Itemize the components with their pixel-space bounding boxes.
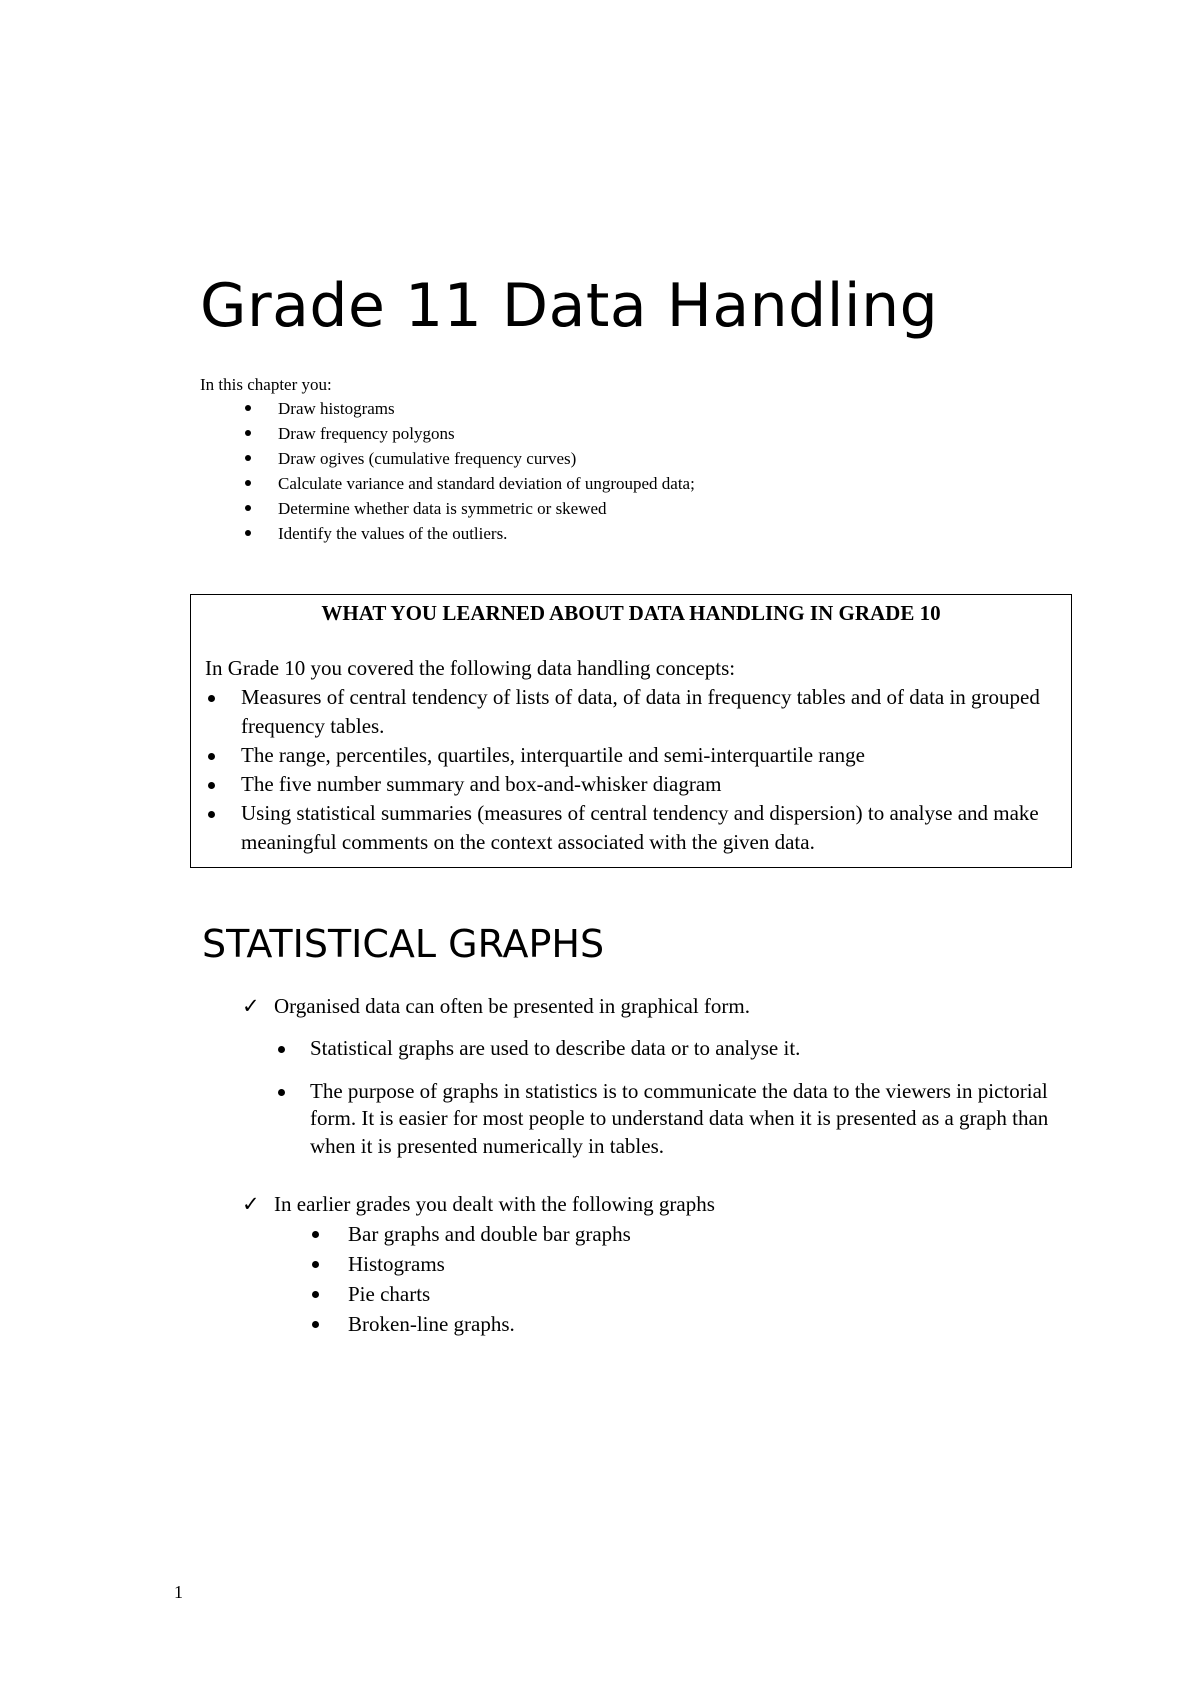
check-point-text: Organised data can often be presented in graphical form. [274, 994, 751, 1018]
sub-point-item: The purpose of graphs in statistics is to communicate the data to the viewers in pictorial form. It is easier for most people to understand data when it is presented as a graph than when it is presented numerically in tables. [278, 1078, 1078, 1161]
objective-item: Identify the values of the outliers. [200, 521, 695, 546]
objective-item: Draw frequency polygons [200, 421, 695, 446]
chapter-intro: In this chapter you: [200, 375, 332, 394]
objective-item: Draw histograms [200, 396, 695, 421]
statistical-graphs-points [278, 1035, 1078, 1175]
graph-type-item: Broken-line graphs. [312, 1309, 631, 1339]
recap-intro: In Grade 10 you covered the following data handling concepts: [205, 656, 736, 680]
recap-item: The five number summary and box-and-whisker diagram [205, 770, 1057, 799]
checkmark-icon: ✓ [242, 994, 260, 1018]
objective-item: Calculate variance and standard deviation of ungrouped data; [200, 471, 695, 496]
checkmark-icon: ✓ [242, 1192, 260, 1216]
graph-type-item: Pie charts [312, 1279, 631, 1309]
grade10-recap-box [190, 594, 1072, 868]
recap-heading: WHAT YOU LEARNED ABOUT DATA HANDLING IN GRADE 10 [321, 601, 941, 625]
page-number: 1 [174, 1582, 183, 1602]
objective-item: Draw ogives (cumulative frequency curves) [200, 446, 695, 471]
check-point-text: In earlier grades you dealt with the following graphs [274, 1192, 715, 1216]
sub-point-item: Statistical graphs are used to describe data or to analyse it. [278, 1035, 1078, 1063]
chapter-title: Grade 11 Data Handling [200, 271, 939, 341]
graph-type-item: Bar graphs and double bar graphs [312, 1219, 631, 1249]
recap-item: Measures of central tendency of lists of data, of data in frequency tables and of data in grouped frequency tables. [205, 683, 1057, 741]
recap-item: Using statistical summaries (measures of central tendency and dispersion) to analyse and make meaningful comments on the context associated with the given data. [205, 799, 1057, 857]
objective-item: Determine whether data is symmetric or skewed [200, 496, 695, 521]
objectives-list [200, 396, 695, 546]
graph-type-item: Histograms [312, 1249, 631, 1279]
recap-item: The range, percentiles, quartiles, interquartile and semi-interquartile range [205, 741, 1057, 770]
section-title: STATISTICAL GRAPHS [202, 922, 605, 966]
recap-list [205, 683, 1057, 857]
graph-types-list [312, 1219, 631, 1339]
